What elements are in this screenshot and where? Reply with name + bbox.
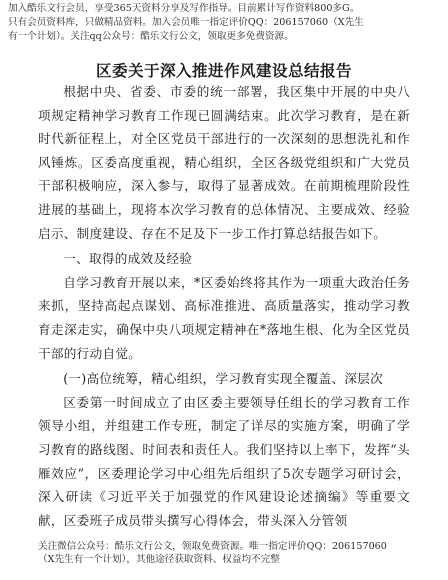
- header-notice: [8, 2, 440, 44]
- section-heading: 一、取得的成效及经验: [63, 251, 193, 267]
- footer-notice-line: 关注微信公众号：酷乐文行公文，领取免费资源。唯一指定评价QQ：206157060: [38, 541, 387, 552]
- header-notice-line: 有一个计划）。关注qq公众号：酷乐文行公文，领取更多免费资源。: [8, 31, 294, 42]
- intro-paragraph: 根据中央、省委、市委的统一部署，我区集中开展的中央八项规定精神学习教育工作现已圆满结束。此次学习教育，是在新时代新征程上，对全区党员干部进行的一次深刻的思想洗礼和作风锤炼。区委高度重视，精心组织，全区各级党组织和广大党员干部积极响应，深入参与，取得了显著成效。在前期梳理阶段性进展的基础上，现将本次学习教育的总体情况、主要成效、经验启示、制度建设、存在不足及下一步工作打算总结报告如下。: [38, 84, 410, 241]
- body-paragraph: 自学习教育开展以来，*区委始终将其作为一项重大政治任务来抓，坚持高起点谋划、高标准推进、高质量落实，推动学习教育走深走实，确保中央八项规定精神在*落地生根、化为全区党员干部的行动自觉。: [38, 274, 410, 361]
- header-notice-line: 只有会员资料库，只做精品资料。加入会员唯一指定评价QQ：206157060（X先生: [8, 17, 364, 28]
- subsection-heading: (一)高位统筹，精心组织，学习教育实现全覆盖、深层次: [63, 371, 384, 387]
- header-notice-line: 加入酷乐文行会员，享受365天资料分享及写作指导。目前累计写作资料800多G。: [8, 3, 360, 14]
- document-title: 区委关于深入推进作风建设总结报告: [95, 62, 352, 80]
- footer-notice-line: （X先生有一个计划），其他途径获取资料、权益均不完整: [38, 554, 280, 565]
- footer-notice: [38, 540, 438, 566]
- document-body: [38, 80, 410, 532]
- body-paragraph: 区委第一时间成立了由区委主要领导任组长的学习教育工作领导小组，并组建工作专班，制定了详尽的实施方案，明确了学习教育的路线图、时间表和责任人。我们坚持以上率下，发挥“头雁效应”，区委理论学习中心组先后组织了5次专题学习研讨会，深入研读《习近平关于加强党的作风建设论述摘编》等重要文献，区委班子成员带头撰写心得体会，带头深入分管领: [38, 394, 410, 528]
